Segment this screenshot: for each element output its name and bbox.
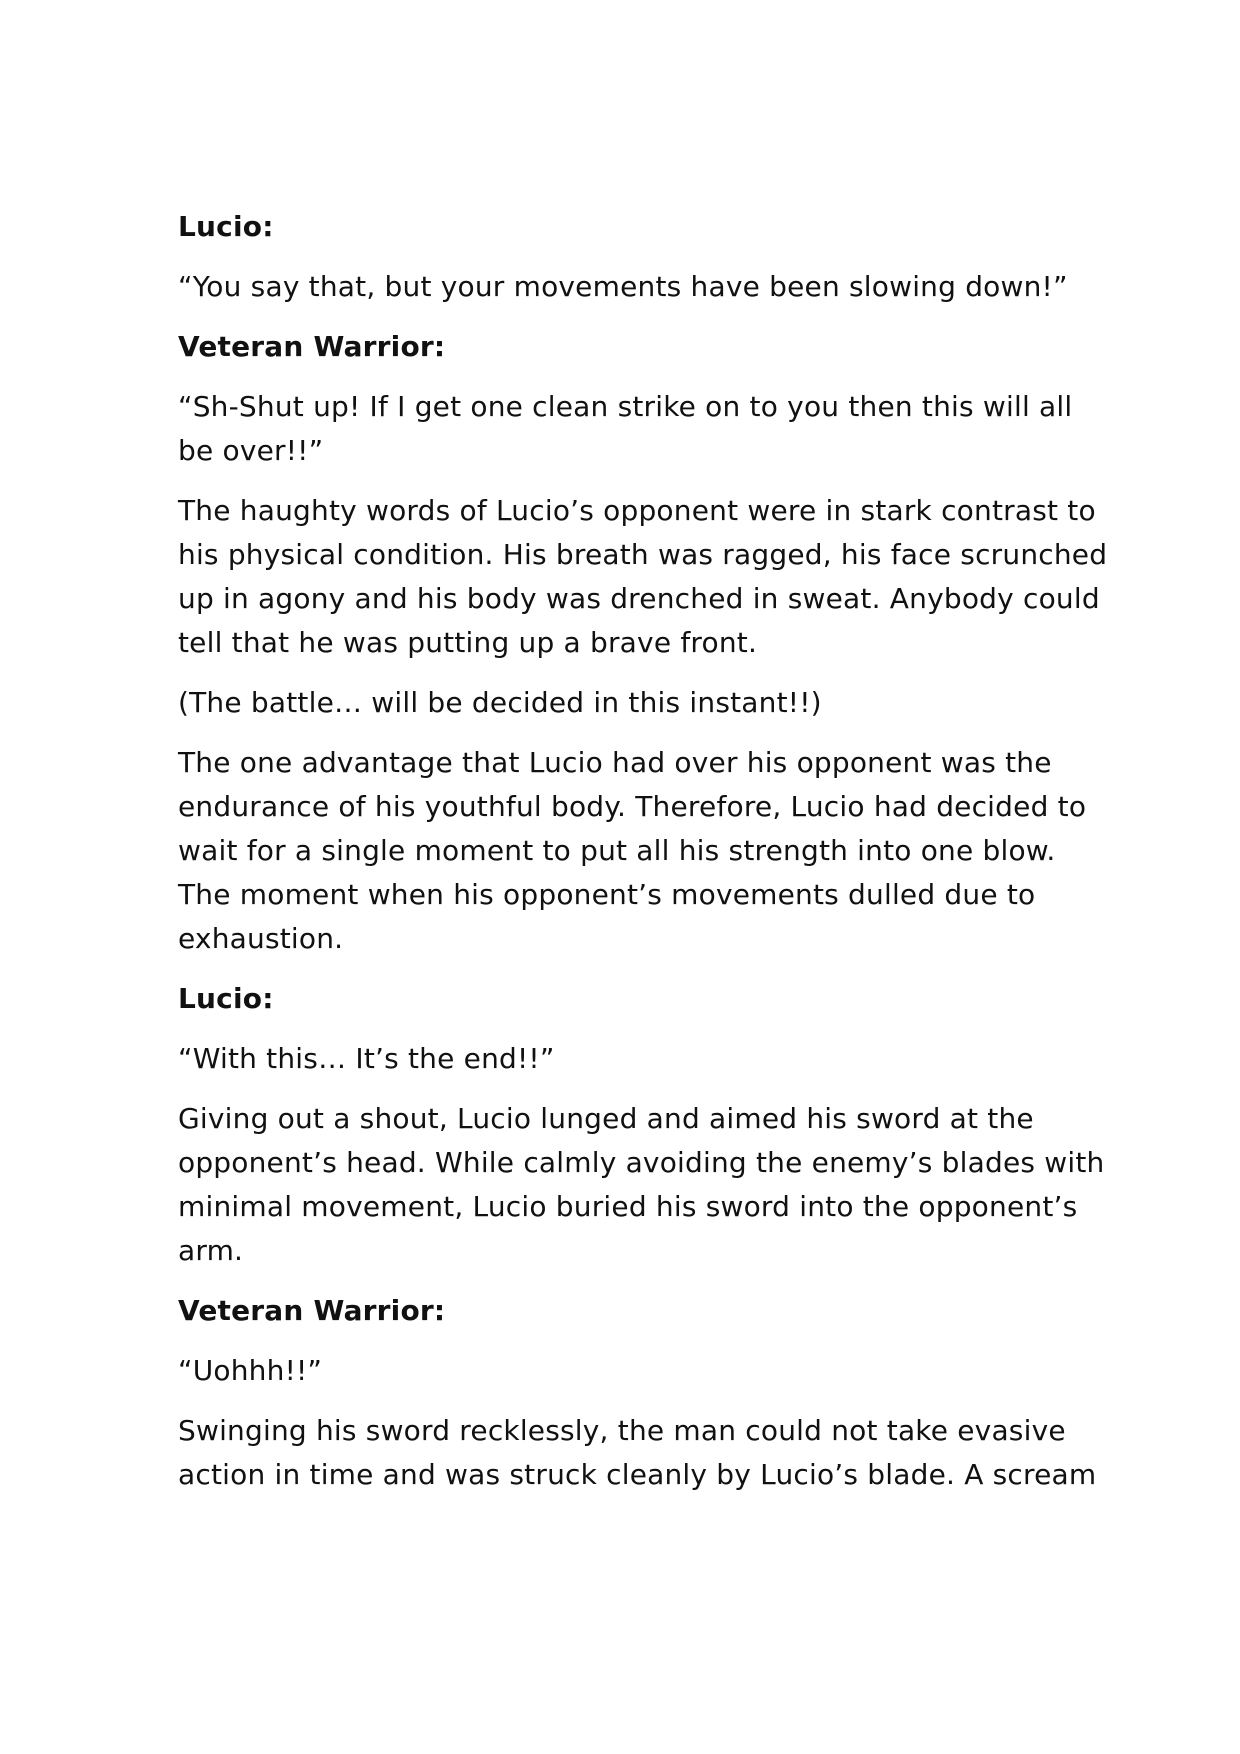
text-line: be over!!” [178, 434, 324, 467]
text-line: Giving out a shout, Lucio lunged and aimed his sword at the [178, 1102, 1034, 1135]
dialogue-line [178, 385, 1078, 473]
narration-paragraph [178, 741, 1087, 961]
speaker-label [178, 977, 1078, 1021]
text-line: Lucio: [178, 210, 274, 243]
narration-paragraph [178, 1097, 1105, 1273]
thought-line [178, 681, 1078, 725]
text-line: up in agony and his body was drenched in sweat. Anybody could [178, 582, 1100, 615]
text-line: (The battle… will be decided in this instant!!) [178, 686, 822, 719]
text-line: his physical condition. His breath was ragged, his face scrunched [178, 538, 1108, 571]
text-line: “Sh-Shut up! If I get one clean strike on to you then this will all [178, 390, 1073, 423]
text-line: The haughty words of Lucio’s opponent were in stark contrast to [178, 494, 1096, 527]
text-line: Lucio: [178, 982, 274, 1015]
dialogue-line [178, 265, 1078, 309]
text-line: exhaustion. [178, 922, 344, 955]
text-line: opponent’s head. While calmly avoiding the enemy’s blades with [178, 1146, 1105, 1179]
text-line: “With this… It’s the end!!” [178, 1042, 555, 1075]
text-line: tell that he was putting up a brave front. [178, 626, 758, 659]
text-line: endurance of his youthful body. Therefore, Lucio had decided to [178, 790, 1087, 823]
text-line: “You say that, but your movements have been slowing down!” [178, 270, 1068, 303]
text-line: “Uohhh!!” [178, 1354, 323, 1387]
text-line: The one advantage that Lucio had over his opponent was the [178, 746, 1052, 779]
text-line: Veteran Warrior: [178, 330, 446, 363]
text-line: arm. [178, 1234, 244, 1267]
dialogue-line [178, 1349, 1078, 1393]
dialogue-line [178, 1037, 1078, 1081]
text-line: Swinging his sword recklessly, the man could not take evasive [178, 1414, 1066, 1447]
text-line: action in time and was struck cleanly by Lucio’s blade. A scream [178, 1458, 1097, 1491]
narration-paragraph [178, 489, 1108, 665]
speaker-label [178, 1289, 1078, 1333]
narration-paragraph [178, 1409, 1097, 1497]
text-line: minimal movement, Lucio buried his sword into the opponent’s [178, 1190, 1078, 1223]
speaker-label [178, 205, 1078, 249]
text-line: The moment when his opponent’s movements dulled due to [178, 878, 1036, 911]
document-body [178, 205, 1108, 1513]
text-line: Veteran Warrior: [178, 1294, 446, 1327]
text-line: wait for a single moment to put all his strength into one blow. [178, 834, 1056, 867]
speaker-label [178, 325, 1078, 369]
